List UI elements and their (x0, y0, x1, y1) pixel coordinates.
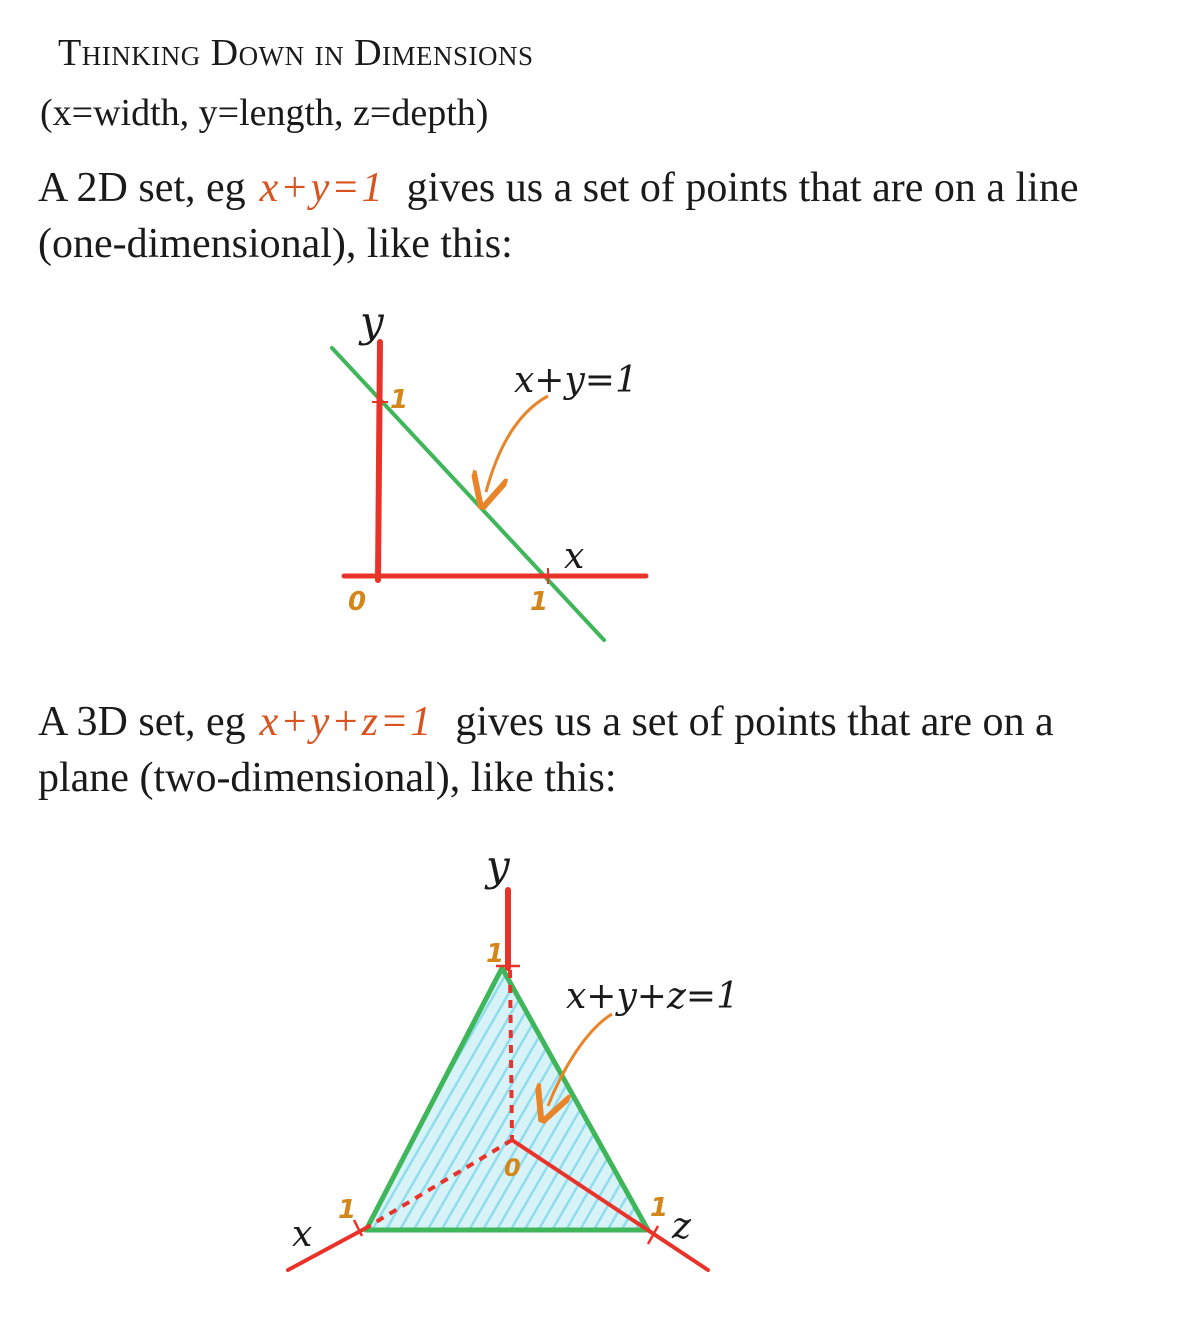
z-tick-label-3d: 1 (650, 1193, 669, 1223)
section-3d-text-before: A 3D set, eg (38, 699, 246, 745)
axis-y-label-2d: y (360, 297, 384, 346)
annotation-3d: x+y+z=1 (566, 976, 740, 1017)
section-2d-line-2: (one-dimensional), like this: (38, 221, 513, 267)
section-2d-text-before: A 2D set, eg (38, 165, 246, 211)
axis-x-label-2d: x (564, 536, 585, 577)
section-3d-text-after: gives us a set of points that are on a (455, 699, 1054, 745)
page-subtitle: (x=width, y=length, z=depth) (40, 92, 489, 134)
annotation-2d: x+y=1 (514, 360, 638, 401)
equation-2d: x+y=1 (259, 165, 385, 211)
equation-3d: x+y+z=1 (259, 699, 434, 745)
section-3d-line-2: plane (two-dimensional), like this: (38, 755, 617, 801)
origin-label-3d: 0 (504, 1154, 521, 1182)
x-tick-label-3d: 1 (338, 1195, 357, 1225)
y-tick-label-3d: 1 (486, 939, 505, 969)
axis-z-label-3d: z (672, 1206, 691, 1247)
x-tick-label-2d: 1 (530, 587, 549, 617)
page-title: Thinking Down in Dimensions (58, 32, 534, 74)
axis-y-label-3d: y (486, 841, 510, 890)
origin-label-2d: 0 (348, 587, 367, 617)
y-tick-label-2d: 1 (390, 385, 409, 415)
axis-x-label-3d: x (292, 1214, 313, 1255)
section-2d-text-after: gives us a set of points that are on a line (406, 165, 1079, 211)
